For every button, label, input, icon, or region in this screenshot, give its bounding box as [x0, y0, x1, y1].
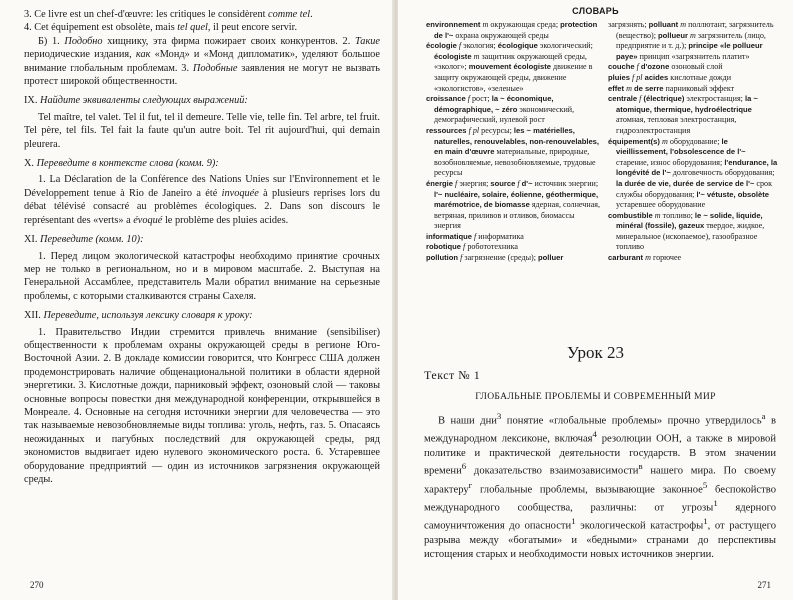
dictionary-entry: énergie f энергия; source f d'~ источник энергии; l'~ nucléaire, solaire, éolienne, géothermique, marémotrice, de biomasse ядерная, солнечная, ветряная, приливов и отливов, биомассы энергия — [426, 178, 601, 231]
dictionary-entry: écologie f экология; écologique экологический; écologiste m защитник окружающей среды, «эколог»; mouvement écologiste движение в защиту окружающей среды, движение «экологистов», «зеленые» — [426, 41, 593, 93]
dictionary-entry: équipement(s) m оборудование; le vieillissement, l'obsolescence de l'~ старение, износ оборудования; l'endurance, la longévité de l'~ долговечность оборудования; la durée de vie, durée de service de l'~ срок службы оборудования; l'~ vétuste, obsolète устаревшее оборудование — [608, 136, 778, 210]
text-body — [424, 410, 776, 561]
dictionary-entry: combustible m топливо; le ~ solide, liquide, minéral (fossile), gazeux твердое, жидкое, минеральное (ископаемое), газообразное топливо — [608, 210, 765, 252]
dictionary-entry: pollution f загрязнение (среды); polluer — [426, 253, 564, 263]
lesson-title: Урок 23 — [566, 343, 625, 362]
paragraph-b: Б) 1. Подобно хищнику, эта фирма пожирает своих конкурентов. 2. Такие периодические издания, как «Монд» и «Монд дипломатик», уделяют большое внимание глобальным проблемам. 3. Подобные заявления не могут не вызвать протест широкой общественности. — [24, 35, 380, 88]
paragraph-12: 1. Правительство Индии стремится привлечь внимание (sensibiliser) общественности к проблемам охраны окружающей среды в регионе Юго-Восточной Азии. 2. В докладе комиссии говорится, что Конгресс США должен продемонстрировать наличие общенациональной политики в области ядерной энергетики. 3. Кислотные дожди, парниковый эффект, озоновый слой — таковы основные вопросы повестки дня международной конференции, открывшейся в Монреале. 4. Основные на сегодня источники энергии для человечества — это так называемые невозобновляемые виды топлива: уголь, нефть, газ. 5. Опасаясь неожиданных и пагубных последствий для окружающей среды, ряд экономистов выдвигает идею нулевого экономического роста. 6. Устаревшее оборудование предприятий — один из источников загрязнения окружающей среды. — [24, 326, 380, 485]
task-heading-10: X. Переведите в контексте слова (комм. 9): — [24, 158, 219, 170]
task-heading-9: IX. Найдите эквиваленты следующих выражений: — [24, 95, 248, 107]
dictionary-entry: effet m de serre парниковый эффект — [608, 83, 735, 93]
body-paragraph: В наши дни$^3$ понятие «глобальные проблемы» прочно утвердилось$^a$ в международном лексиконе, включая$^4$ резолюции ООН, а также в мировой политике и практической деятельности государств. В этом значении времени$^6$ доказательство взаимозависимости$^в$ нашего мира. По своему характеру$^г$ глобальные проблемы, вызывающие законное$^5$ беспокойство международного сообщества, различны: от угрозы$^1$ ядерного самоуничтожения до опасности$^1$ экологической катастрофы$^1$, от растущего разрыва между «богатыми» и «бедными» странами до перспективы истощения старых и необходимости новых источников энергии. — [424, 411, 777, 560]
page-number-left: 270 — [30, 580, 44, 590]
left-page — [0, 0, 394, 600]
paragraph-9: Tel maître, tel valet. Tel il fut, tel il demeure. Telle vie, telle fin. Tel arbre, tel fruit. Tel père, tel fils. Tel fait la faute qu'un autre boit. Tel rit aujourd'hui, qui demain pleurera. — [24, 111, 380, 150]
dictionary-entry: загрязнять; polluant m поллютант, загрязнитель (вещество); pollueur m загрязнитель (лицо, предприятие и т. д.); principe «le pollueur paye» принцип «загрязнитель платит» — [608, 20, 774, 61]
text-number: Текст № 1 — [424, 368, 481, 382]
dictionary-entry: centrale f (électrique) электростанция; la ~ atomique, thermique, hydroélectrique атомная, тепловая электростанция, гидроэлектростанция — [608, 94, 758, 135]
task-heading-11: XI. Переведите (комм. 10): — [24, 234, 144, 246]
text-title: ГЛОБАЛЬНЫЕ ПРОБЛЕМЫ И СОВРЕМЕННЫЙ МИР — [475, 391, 716, 402]
dictionary-entry: informatique f информатика — [426, 231, 524, 241]
dictionary-entry: carburant m горючее — [608, 253, 682, 263]
dictionary-entry: croissance f рост; la ~ économique, démographique, ~ zéro экономический, демографический, нулевой рост — [426, 94, 575, 125]
dictionary-entry: environnement m окружающая среда; protection de l'~ охрана окружающей среды — [426, 20, 598, 40]
task-heading-12: XII. Переведите, используя лексику словаря к уроку: — [24, 310, 253, 322]
left-page-text — [24, 8, 380, 486]
right-page — [398, 0, 793, 600]
intro-line: 4. Cet équipement est obsolète, mais tel quel, il peut encore servir. — [24, 22, 298, 34]
intro-line: 3. Ce livre est un chef-d'œuvre: les critiques le considèrent comme tel. — [24, 9, 313, 20]
dictionary-entry: pluies f pl acides кислотные дожди — [608, 72, 732, 82]
paragraph-10: 1. La Déclaration de la Conférence des Nations Unies sur l'Environnement et le Développement tenue à Rio de Janeiro a été invoquée à plusieurs reprises lors du débat télévisé consacré au problèmes écologiques. 2. Dans son discours le représentant des «verts» a évoqué le problème des pluies acides. — [24, 174, 380, 226]
page-number-right: 271 — [757, 580, 771, 590]
dictionary-title: СЛОВАРЬ — [572, 6, 619, 16]
paragraph-11: 1. Перед лицом экологической катастрофы необходимо принятие срочных мер не только в региональном, но и в мировом масштабе. 2. Выступая на Генеральной Ассамблее, представитель Мали обратил внимание на серьезные проблемы, с которыми сталкиваются страны Сахеля. — [24, 250, 380, 302]
dictionary-entry: ressources f pl ресурсы; les ~ matérielles, naturelles, renouvelables, non-renouvelables, en main d'œuvre материальные, природные, возобновляемые, невозобновляемые, трудовые ресурсы — [426, 125, 600, 178]
dictionary-column-2 — [608, 20, 780, 264]
dictionary-column-1 — [426, 20, 602, 264]
dictionary-entry: robotique f робототехника — [426, 242, 518, 252]
dictionary-entry: couche f d'ozone озоновый слой — [608, 62, 723, 72]
